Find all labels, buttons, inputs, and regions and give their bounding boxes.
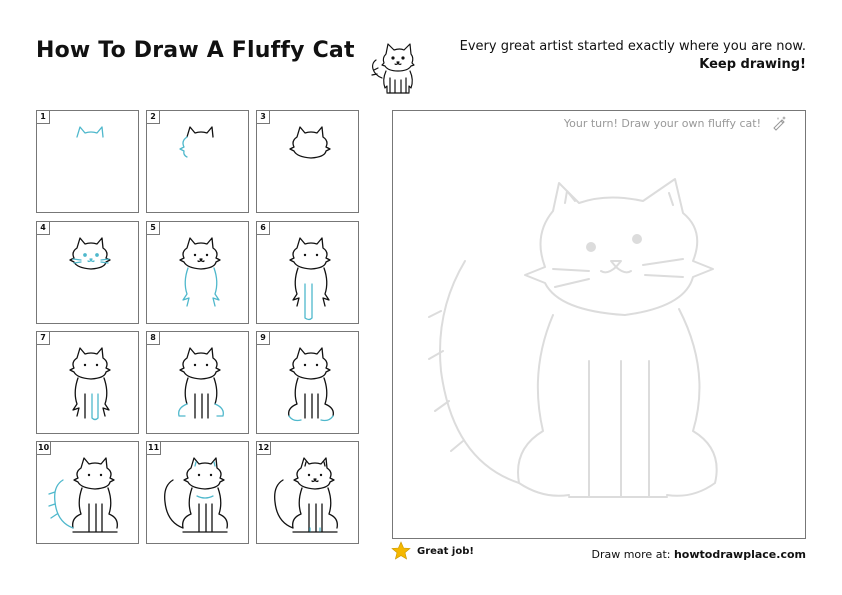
- drawing-prompt: Your turn! Draw your own fluffy cat!: [563, 117, 761, 130]
- step-number: 8: [147, 332, 160, 345]
- praise-text: Great job!: [417, 545, 474, 557]
- step-panel: [256, 110, 359, 213]
- footer-credit: [591, 548, 806, 561]
- website-link[interactable]: howtodrawplace.com: [673, 548, 806, 561]
- tagline: [460, 38, 806, 74]
- step-illustration: [37, 442, 140, 545]
- step-panel: [36, 221, 139, 324]
- step-number: 11: [147, 442, 161, 455]
- step-panel: [256, 441, 359, 544]
- step-illustration: [147, 332, 250, 435]
- step-number: 4: [37, 222, 50, 235]
- step-panel: [256, 221, 359, 324]
- step-illustration: [257, 332, 360, 435]
- tracing-guide: [393, 111, 807, 540]
- step-number: 5: [147, 222, 160, 235]
- tagline-text: Every great artist started exactly where you are now.: [459, 39, 806, 54]
- praise-badge: [391, 541, 474, 561]
- drawing-area[interactable]: [392, 110, 806, 539]
- step-number: 1: [37, 111, 50, 124]
- step-number: 3: [257, 111, 270, 124]
- pencil-sparkle-icon: [771, 115, 787, 131]
- star-icon: [391, 541, 411, 561]
- step-number: 6: [257, 222, 270, 235]
- step-panel: [146, 221, 249, 324]
- step-number: 9: [257, 332, 270, 345]
- step-number: 10: [37, 442, 51, 455]
- step-illustration: [147, 222, 250, 325]
- tagline-encouragement: Keep drawing!: [699, 57, 806, 72]
- step-illustration: [37, 111, 140, 214]
- step-panel: [146, 331, 249, 434]
- step-number: 2: [147, 111, 160, 124]
- step-panel: [36, 110, 139, 213]
- step-illustration: [37, 332, 140, 435]
- step-illustration: [257, 111, 360, 214]
- footer-label: Draw more at:: [591, 548, 671, 561]
- page-title: How To Draw A Fluffy Cat: [36, 38, 355, 63]
- step-illustration: [37, 222, 140, 325]
- step-panel: [36, 331, 139, 434]
- step-number: 7: [37, 332, 50, 345]
- step-number: 12: [257, 442, 271, 455]
- step-illustration: [257, 222, 360, 325]
- step-panel: [36, 441, 139, 544]
- step-illustration: [147, 442, 250, 545]
- step-panel: [256, 331, 359, 434]
- step-panel: [146, 110, 249, 213]
- fluffy-cat-icon: [368, 38, 422, 96]
- step-panel: [146, 441, 249, 544]
- step-illustration: [257, 442, 360, 545]
- step-illustration: [147, 111, 250, 214]
- steps-grid: [36, 110, 360, 544]
